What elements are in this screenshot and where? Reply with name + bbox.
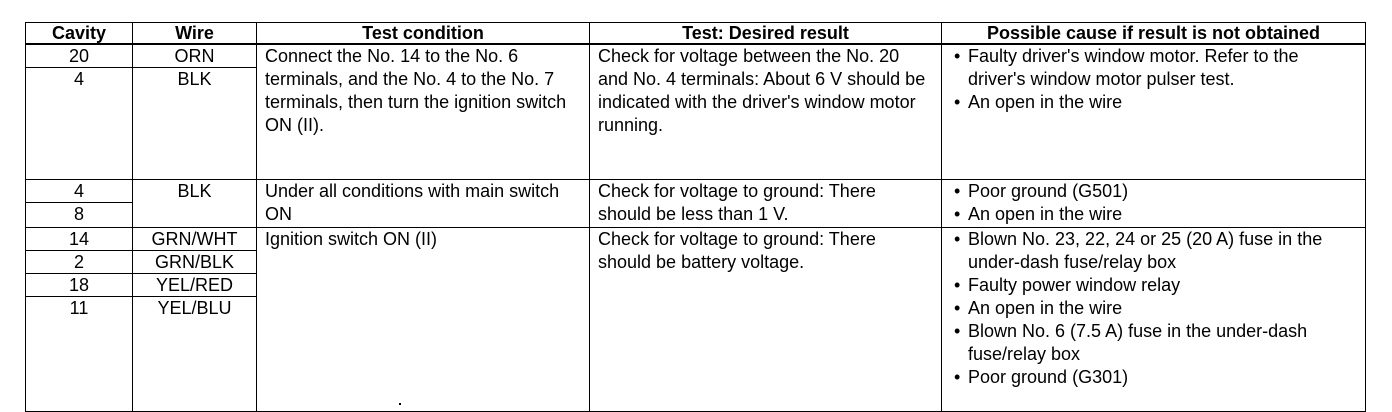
possible-cause-cell: [942, 44, 1366, 179]
wire-value: BLK: [177, 180, 212, 201]
wire-value: YEL/BLU: [157, 297, 232, 318]
cause-item: • An open in the wire: [950, 91, 1357, 114]
cause-item: • Poor ground (G501): [950, 180, 1357, 203]
cause-item: • Faulty power window relay: [950, 274, 1357, 297]
wire-value: BLK: [177, 69, 212, 89]
header-desired-result: Test: Desired result: [590, 23, 942, 45]
wire-value: ORN: [133, 45, 256, 68]
wire-cell: [133, 179, 257, 227]
cause-item: • Blown No. 23, 22, 24 or 25 (20 A) fuse in the under-dash fuse/relay box: [950, 228, 1357, 274]
wire-value: YEL/RED: [133, 274, 256, 297]
cavity-value: 11: [69, 297, 89, 318]
cavity-value: 18: [26, 274, 132, 297]
test-condition-cell: Connect the No. 14 to the No. 6 terminals, and the No. 4 to the No. 7 terminals, then turn the ignition switch ON (II).: [257, 44, 590, 179]
header-cavity: Cavity: [26, 23, 133, 45]
cause-item: • An open in the wire: [950, 297, 1357, 320]
cause-item: • An open in the wire: [950, 203, 1357, 226]
cause-item: • Blown No. 6 (7.5 A) fuse in the under-dash fuse/relay box: [950, 320, 1357, 366]
test-condition-cell: Under all conditions with main switch ON: [257, 179, 590, 227]
cause-item: • Poor ground (G301): [950, 366, 1357, 389]
cavity-value: 20: [26, 45, 132, 68]
header-test-condition: Test condition: [257, 23, 590, 45]
table-row: [26, 44, 1366, 179]
desired-result-cell: Check for voltage to ground: There should be less than 1 V.: [590, 179, 942, 227]
desired-result-cell: Check for voltage between the No. 20 and No. 4 terminals: About 6 V should be indicated with the driver's window motor running.: [590, 44, 942, 179]
wire-value: GRN/WHT: [133, 228, 256, 251]
cavity-cell: [26, 179, 133, 227]
wire-cell: [133, 227, 257, 411]
desired-result-cell: Check for voltage to ground: There should be battery voltage.: [590, 227, 942, 411]
cavity-value: 14: [26, 228, 132, 251]
cavity-value: 8: [73, 203, 84, 224]
cavity-cell: [26, 44, 133, 179]
table-row: [26, 179, 1366, 227]
cavity-value: 2: [26, 251, 132, 274]
cause-item: • Faulty driver's window motor. Refer to the driver's window motor pulser test.: [950, 45, 1357, 91]
cavity-value: 4: [26, 180, 132, 203]
possible-cause-cell: [942, 227, 1366, 411]
table-row: [26, 227, 1366, 411]
cavity-cell: [26, 227, 133, 411]
header-wire: Wire: [133, 23, 257, 45]
scan-mark: [399, 403, 401, 405]
header-possible-cause: Possible cause if result is not obtained: [942, 23, 1366, 45]
test-table: [25, 22, 1366, 412]
cavity-value: 4: [73, 69, 84, 89]
test-condition-cell: Ignition switch ON (II): [257, 227, 590, 411]
wire-cell: [133, 44, 257, 179]
wire-value: GRN/BLK: [133, 251, 256, 274]
possible-cause-cell: [942, 179, 1366, 227]
header-row: [26, 23, 1366, 45]
